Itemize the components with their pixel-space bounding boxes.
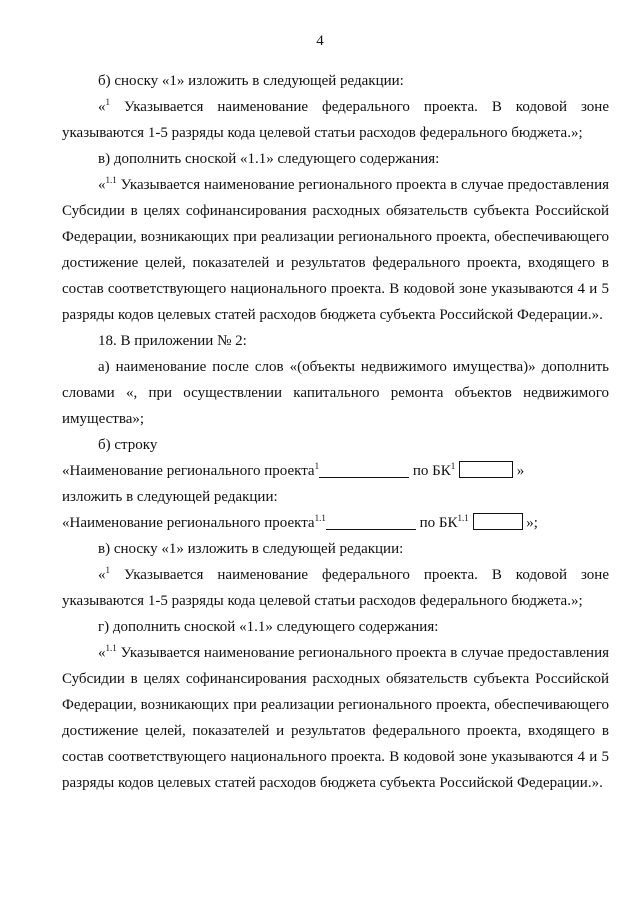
open-quote: « [98,177,106,193]
footnote-marker: 1 [450,461,456,471]
paragraph: в) сноску «1» изложить в следующей редакции: [98,541,404,557]
code-box [473,513,523,530]
paragraph: б) сноску «1» изложить в следующей редакции: [98,73,404,89]
paragraph: б) строку [98,437,158,453]
paragraph-text: Указывается наименование федерального проекта. В кодовой зоне указываются 1-5 разряды кода целевой статьи расходов федерального бюджета.»; [62,567,609,609]
open-quote: « [98,645,106,661]
paragraph-text: Указывается наименование регионального проекта в случае предоставления Субсидии в целях софинансирования расходных обязательств субъекта Российской Федерации, возникающих при реализации регионального проекта, обеспечивающего достижение целей, показателей и результатов федерального проекта, входящего в состав соответствующего национального проекта. В кодовой зоне указываются 4 и 5 разряды кодов целевых статей расходов бюджета субъекта Российской Федерации.». [62,177,609,323]
paragraph-text: Указывается наименование федерального проекта. В кодовой зоне указываются 1-5 разряды кода целевой статьи расходов федерального бюджета.»; [62,99,609,141]
footnote-marker: 1.1 [105,643,117,653]
open-quote: « [98,99,106,115]
paragraph [62,640,609,796]
blank-line [319,463,409,478]
paragraph [62,94,609,146]
blank-line [326,515,416,530]
footnote-marker: 1 [314,461,320,471]
form-line-original [62,458,609,484]
footnote-marker: 1.1 [314,513,326,523]
footnote-marker: 1.1 [105,175,117,185]
open-quote: « [98,567,106,583]
close-quote: »; [526,515,538,531]
line-label: «Наименование регионального проекта [62,463,315,479]
paragraph: в) дополнить сноской «1.1» следующего содержания: [98,151,440,167]
form-line-new [62,510,609,536]
paragraph: изложить в следующей редакции: [62,489,278,505]
bk-label: по БК [412,463,451,479]
paragraph: а) наименование после слов «(объекты недвижимого имущества)» дополнить словами «, при осуществлении капитального ремонта объектов недвижимого имущества»; [62,359,609,427]
paragraph: г) дополнить сноской «1.1» следующего содержания: [98,619,439,635]
line-label: «Наименование регионального проекта [62,515,315,531]
footnote-marker: 1.1 [457,513,469,523]
close-quote: » [516,463,525,479]
bk-label: по БК [419,515,458,531]
document-body [62,68,609,796]
page-number: 4 [316,33,324,49]
footnote-marker: 1 [105,565,110,575]
paragraph [62,562,609,614]
paragraph-text: Указывается наименование регионального проекта в случае предоставления Субсидии в целях софинансирования расходных обязательств субъекта Российской Федерации, возникающих при реализации регионального проекта, обеспечивающего достижение целей, показателей и результатов федерального проекта, входящего в состав соответствующего национального проекта. В кодовой зоне указываются 4 и 5 разряды кодов целевых статей расходов бюджета субъекта Российской Федерации.». [62,645,609,791]
paragraph [62,172,609,328]
footnote-marker: 1 [105,97,110,107]
code-box [459,461,513,478]
paragraph: 18. В приложении № 2: [98,333,247,349]
